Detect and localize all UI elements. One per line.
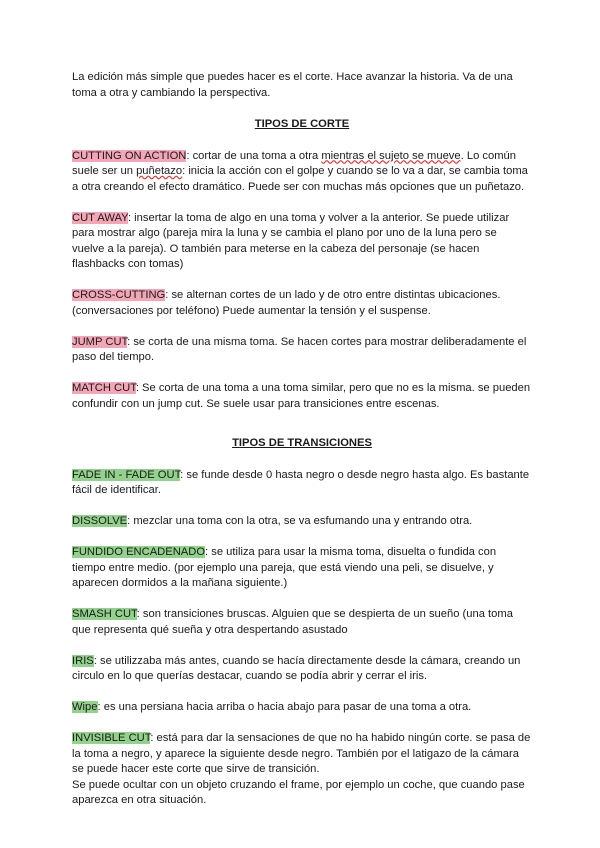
intro-paragraph: La edición más simple que puedes hacer es el corte. Hace avanzar la historia. Va de una toma a otra y cambiando la perspectiva. xyxy=(72,71,513,99)
definition-text: : Se corta de una toma a una toma similar, pero que no es la misma. se pueden confundir con un jump cut. Se suele usar para transiciones entre escenas. xyxy=(72,382,531,410)
text-part: : inicia la acción con el golpe y cuando se lo va a dar, se cambia toma a otra creando el efecto dramático. Puede ser con muchas más opciones que un puñetazo. xyxy=(72,165,528,193)
definition-text: : se funde desde 0 hasta negro o desde negro hasta algo. Es bastante fácil de identificar. xyxy=(72,468,530,496)
term-cutting-on-action: CUTTING ON ACTION xyxy=(72,149,187,162)
term-fundido-encadenado: FUNDIDO ENCADENADO xyxy=(72,546,206,558)
term-dissolve: DISSOLVE xyxy=(72,515,128,527)
entry-cutting-on-action xyxy=(72,149,532,196)
term-iris: IRIS xyxy=(72,654,94,667)
invisible-cut-extra: Se puede ocultar con un objeto cruzando el frame, por ejemplo un coche, que cuando pase aparezca en otra situación. xyxy=(72,778,525,806)
text-part: . Lo común suele ser un xyxy=(72,149,516,177)
entry-iris xyxy=(72,654,532,685)
definition-text: : mezclar una toma con la otra, se va esfumando una y entrando otra. xyxy=(127,515,473,527)
term-jump-cut: JUMP CUT xyxy=(72,335,128,348)
term-cross-cutting: CROSS-CUTTING xyxy=(72,289,166,301)
definition-text: : está para dar la sensaciones de que no ha habido ningún corte. se pasa de la toma a negro, y aparece la siguiente desde negro. También por el latigazo de la cámara se puede hacer este corte que sirve de transición. xyxy=(72,732,531,775)
entry-cross-cutting xyxy=(72,288,532,319)
term-fade: FADE IN - FADE OUT xyxy=(72,468,181,481)
entry-fade xyxy=(72,468,532,499)
definition-text: : se alternan cortes de un lado y de otro entre distintas ubicaciones. (conversaciones por teléfono) Puede aumentar la tensión y el suspense. xyxy=(72,289,501,317)
text-part: : cortar de una toma a otra xyxy=(186,149,322,162)
entry-smash-cut xyxy=(72,607,532,638)
term-invisible-cut: INVISIBLE CUT xyxy=(72,732,151,744)
document-page xyxy=(72,70,532,809)
heading-tipos-de-corte: TIPOS DE CORTE xyxy=(254,118,350,130)
entry-dissolve xyxy=(72,514,532,530)
entry-match-cut xyxy=(72,381,532,412)
entry-invisible-cut xyxy=(72,731,532,778)
heading-tipos-de-transiciones: TIPOS DE TRANSICIONES xyxy=(232,437,372,449)
definition-text: : se corta de una misma toma. Se hacen cortes para mostrar deliberadamente el paso del tiempo. xyxy=(72,335,527,363)
term-cut-away: CUT AWAY xyxy=(72,211,128,224)
definition-text: : se utiliza para usar la misma toma, disuelta o fundida con tiempo entre medio. (por ejemplo una pareja, que está viendo una peli, se disuelve, y aparecen dormidos a la mañana siguiente.) xyxy=(72,546,497,589)
entry-jump-cut xyxy=(72,335,532,366)
definition-text: : insertar la toma de algo en una toma y volver a la anterior. Se puede utilizar para mostrar algo (pareja mira la luna y se cambia el plano por uno de la luna pero se vuelve a la pareja). O también para meterse en la cabeza del personaje (se hacen flashbacks con tomas) xyxy=(72,211,510,270)
definition-text: : es una persiana hacia arriba o hacia abajo para pasar de una toma a otra. xyxy=(97,701,472,713)
term-match-cut: MATCH CUT xyxy=(72,382,136,394)
definition-text: : son transiciones bruscas. Alguien que se despierta de un sueño (una toma que representa qué sueña y otra despertando asustado xyxy=(72,608,513,636)
entry-fundido-encadenado xyxy=(72,545,532,592)
term-smash-cut: SMASH CUT xyxy=(72,608,137,620)
entry-wipe xyxy=(72,700,532,716)
underlined-word: puñetazo xyxy=(136,165,183,177)
underlined-phrase: mientras el sujeto se mueve xyxy=(321,149,461,162)
entry-cut-away xyxy=(72,211,532,273)
term-wipe: Wipe xyxy=(72,701,98,713)
definition-text: : se utilizzaba más antes, cuando se hacía directamente desde la cámara, creando un circulo en lo que querías destacar, cuando se podía abrir y cerrar el iris. xyxy=(72,654,521,682)
